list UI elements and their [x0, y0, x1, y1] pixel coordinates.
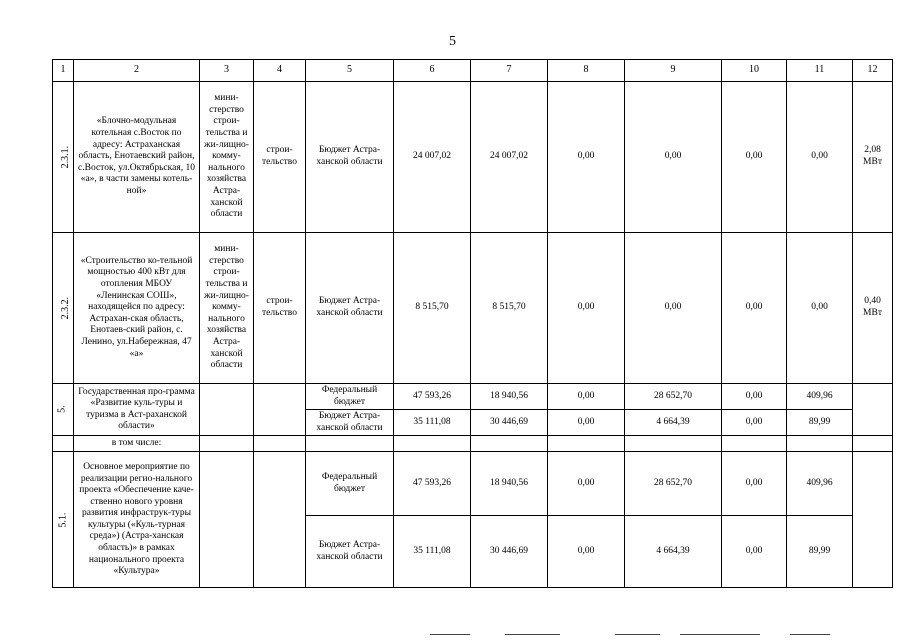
executor-cell — [200, 384, 254, 436]
row-number-cell — [53, 384, 74, 436]
scan-artifact-line — [680, 634, 760, 635]
empty-cell — [853, 436, 893, 452]
capacity-cell: 0,40 МВт — [853, 233, 893, 384]
activity-name-cell: Основное мероприятие по реализации регио-нального проекта «Обеспечение каче-ственно нового уровня развития инфраструк-туры культуры («Куль-турная среда») (Астра-ханская область)» в рамках национального проекта «Культура» — [74, 452, 200, 588]
capacity-cell: 2,08 МВт — [853, 82, 893, 233]
value-cell: 0,00 — [625, 233, 722, 384]
scan-artifact-line — [615, 634, 660, 635]
empty-cell — [200, 436, 254, 452]
including-label: в том числе: — [74, 436, 200, 452]
header-cell: 10 — [722, 60, 787, 82]
row-number-cell — [53, 452, 74, 588]
funding-source-cell: Бюджет Астра-ханской области — [306, 410, 394, 436]
scan-artifact-line — [790, 634, 830, 635]
row-number: 5. — [56, 405, 68, 414]
value-cell: 28 652,70 — [625, 452, 722, 516]
value-cell: 35 111,08 — [394, 516, 471, 588]
value-cell: 0,00 — [548, 452, 625, 516]
table-row — [53, 436, 893, 452]
value-cell: 0,00 — [722, 82, 787, 233]
table-row — [53, 452, 893, 516]
executor-cell: мини-стерство строи-тельства и жи-лищно-комму-нального хозяйства Астра-ханской области — [200, 233, 254, 384]
header-cell: 9 — [625, 60, 722, 82]
object-name-cell: «Строительство ко-тельной мощностью 400 кВт для отопления МБОУ «Ленинская СОШ», находящейся по адресу: Астрахан-ская область, Енотаев-ский район, с. Ленино, ул.Набережная, 47 «а» — [74, 233, 200, 384]
work-type-cell: строи-тельство — [254, 233, 306, 384]
value-cell: 0,00 — [548, 82, 625, 233]
value-cell: 30 446,69 — [471, 410, 548, 436]
scan-artifact-line — [430, 634, 470, 635]
empty-cell — [722, 436, 787, 452]
value-cell: 24 007,02 — [394, 82, 471, 233]
row-number-cell — [53, 436, 74, 452]
empty-cell — [394, 436, 471, 452]
object-name-cell: «Блочно-модульная котельная с.Восток по адресу: Астраханская область, Енотаевский район, с.Восток, ул.Октябрьская, 10 «а», в части замены котель-ной» — [74, 82, 200, 233]
value-cell: 30 446,69 — [471, 516, 548, 588]
table-row — [53, 233, 893, 384]
empty-cell — [254, 436, 306, 452]
budget-table — [52, 59, 893, 588]
value-cell: 409,96 — [787, 452, 853, 516]
table-header-row — [53, 60, 893, 82]
row-number-cell — [53, 82, 74, 233]
header-cell: 12 — [853, 60, 893, 82]
value-cell: 8 515,70 — [394, 233, 471, 384]
header-cell: 8 — [548, 60, 625, 82]
value-cell: 409,96 — [787, 384, 853, 410]
value-cell: 0,00 — [722, 384, 787, 410]
value-cell: 0,00 — [548, 516, 625, 588]
funding-source-cell: Бюджет Астра-ханской области — [306, 233, 394, 384]
capacity-cell — [853, 384, 893, 436]
value-cell: 18 940,56 — [471, 384, 548, 410]
row-number: 2.3.1. — [60, 145, 72, 169]
work-type-cell — [254, 452, 306, 588]
work-type-cell: строи-тельство — [254, 82, 306, 233]
work-type-cell — [254, 384, 306, 436]
header-cell: 5 — [306, 60, 394, 82]
funding-source-cell: Федеральный бюджет — [306, 452, 394, 516]
empty-cell — [625, 436, 722, 452]
header-cell: 4 — [254, 60, 306, 82]
value-cell: 89,99 — [787, 516, 853, 588]
value-cell: 0,00 — [722, 516, 787, 588]
row-number-cell — [53, 233, 74, 384]
row-number: 5.1. — [56, 512, 68, 528]
value-cell: 0,00 — [548, 233, 625, 384]
value-cell: 0,00 — [548, 410, 625, 436]
value-cell: 8 515,70 — [471, 233, 548, 384]
executor-cell — [200, 452, 254, 588]
value-cell: 0,00 — [722, 452, 787, 516]
funding-source-cell: Федеральный бюджет — [306, 384, 394, 410]
empty-cell — [548, 436, 625, 452]
value-cell: 0,00 — [787, 233, 853, 384]
value-cell: 0,00 — [722, 233, 787, 384]
row-number: 2.3.2. — [60, 296, 72, 320]
value-cell: 4 664,39 — [625, 410, 722, 436]
value-cell: 18 940,56 — [471, 452, 548, 516]
empty-cell — [306, 436, 394, 452]
funding-source-cell: Бюджет Астра-ханской области — [306, 516, 394, 588]
empty-cell — [471, 436, 548, 452]
header-cell: 7 — [471, 60, 548, 82]
funding-source-cell: Бюджет Астра-ханской области — [306, 82, 394, 233]
executor-cell: мини-стерство строи-тельства и жи-лищно-комму-нального хозяйства Астра-ханской области — [200, 82, 254, 233]
header-cell: 6 — [394, 60, 471, 82]
value-cell: 24 007,02 — [471, 82, 548, 233]
table-row — [53, 384, 893, 410]
header-cell: 1 — [53, 60, 74, 82]
header-cell: 2 — [74, 60, 200, 82]
empty-cell — [787, 436, 853, 452]
scan-artifact-line — [505, 634, 560, 635]
program-name-cell: Государственная про-грамма «Развитие куль-туры и туризма в Аст-раханской области» — [74, 384, 200, 436]
value-cell: 4 664,39 — [625, 516, 722, 588]
value-cell: 28 652,70 — [625, 384, 722, 410]
value-cell: 0,00 — [787, 82, 853, 233]
value-cell: 47 593,26 — [394, 452, 471, 516]
value-cell: 0,00 — [548, 384, 625, 410]
value-cell: 0,00 — [722, 410, 787, 436]
header-cell: 11 — [787, 60, 853, 82]
value-cell: 47 593,26 — [394, 384, 471, 410]
table-row — [53, 82, 893, 233]
value-cell: 35 111,08 — [394, 410, 471, 436]
page-number: 5 — [449, 34, 456, 49]
value-cell: 0,00 — [625, 82, 722, 233]
header-cell: 3 — [200, 60, 254, 82]
capacity-cell — [853, 452, 893, 588]
value-cell: 89,99 — [787, 410, 853, 436]
